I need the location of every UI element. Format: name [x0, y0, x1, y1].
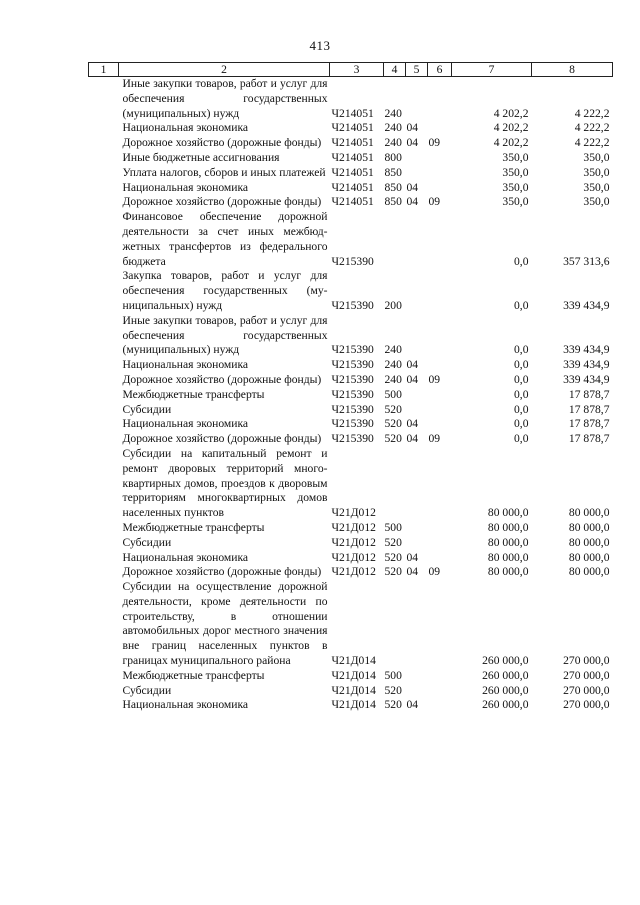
cell-name: Субсидии	[122, 402, 172, 416]
cell-subsection	[428, 521, 452, 536]
table-row	[89, 417, 613, 432]
cell-amount-year-1: 0,0	[514, 372, 529, 386]
cell-name: Иные бюджетные ассигнования	[122, 150, 280, 164]
cell-subsection	[428, 151, 452, 166]
cell-name: Субсидии	[122, 683, 172, 697]
cell-expense-type: 500	[384, 520, 402, 534]
cell-target-code: Ч21Д014	[331, 668, 376, 682]
table-row	[89, 166, 613, 181]
cell-blank	[89, 195, 119, 210]
cell-blank	[89, 151, 119, 166]
cell-section	[406, 536, 428, 551]
cell-blank	[89, 684, 119, 699]
cell-target-code: Ч214051	[331, 165, 374, 179]
column-header-4: 4	[384, 63, 406, 77]
cell-expense-type: 520	[384, 550, 402, 564]
cell-subsection: 09	[428, 195, 441, 209]
cell-section	[406, 77, 428, 122]
cell-expense-type	[384, 580, 406, 669]
cell-amount-year-2: 339 434,9	[563, 372, 610, 386]
cell-section: 04	[406, 121, 419, 135]
cell-amount-year-2: 270 000,0	[563, 654, 610, 668]
cell-target-code: Ч21Д014	[331, 698, 376, 712]
cell-section: 04	[406, 358, 419, 372]
cell-blank	[89, 551, 119, 566]
cell-subsection	[428, 121, 452, 136]
cell-blank	[89, 698, 119, 713]
cell-blank	[89, 403, 119, 418]
cell-amount-year-1: 80 000,0	[487, 520, 529, 534]
cell-name: Межбюджетные трансферты	[122, 520, 265, 534]
cell-amount-year-2: 80 000,0	[568, 565, 610, 579]
table-row	[89, 195, 613, 210]
cell-blank	[89, 373, 119, 388]
cell-amount-year-2: 270 000,0	[563, 683, 610, 697]
cell-target-code: Ч215390	[331, 387, 374, 401]
cell-target-code: Ч21Д012	[331, 506, 376, 520]
table-row	[89, 536, 613, 551]
cell-amount-year-1: 0,0	[514, 358, 529, 372]
cell-blank	[89, 358, 119, 373]
cell-name: Субсидии	[122, 535, 172, 549]
cell-name: Национальная экономика	[122, 121, 249, 135]
cell-expense-type: 520	[384, 683, 402, 697]
cell-expense-type: 240	[384, 372, 402, 386]
cell-name: Финансовое обеспечение дорожной деятельности за счет иных межбюджетных трансфертов из федерального бюджета	[122, 210, 328, 268]
cell-name: Дорожное хозяйство (дорожные фонды)	[122, 432, 322, 446]
cell-expense-type: 240	[384, 106, 402, 120]
cell-amount-year-1: 260 000,0	[482, 668, 529, 682]
cell-amount-year-1: 350,0	[502, 165, 529, 179]
cell-subsection	[428, 536, 452, 551]
cell-section: 04	[406, 136, 419, 150]
cell-amount-year-2: 80 000,0	[568, 535, 610, 549]
cell-expense-type: 520	[384, 565, 402, 579]
cell-subsection	[428, 417, 452, 432]
table-row	[89, 314, 613, 358]
cell-amount-year-2: 350,0	[583, 195, 610, 209]
budget-table	[88, 62, 613, 713]
cell-expense-type: 850	[384, 180, 402, 194]
cell-name: Закупка товаров, работ и услуг для обеспечения государственных (муниципальных) нужд	[122, 269, 328, 312]
cell-name: Национальная экономика	[122, 180, 249, 194]
cell-amount-year-1: 4 202,2	[493, 136, 529, 150]
cell-target-code: Ч21Д014	[331, 654, 376, 668]
cell-expense-type	[384, 210, 406, 269]
cell-target-code: Ч21Д012	[331, 535, 376, 549]
cell-amount-year-1: 80 000,0	[487, 550, 529, 564]
column-header-5: 5	[406, 63, 428, 77]
cell-amount-year-2: 339 434,9	[563, 343, 610, 357]
cell-amount-year-2: 17 878,7	[568, 387, 610, 401]
column-header-8: 8	[532, 63, 613, 77]
cell-amount-year-1: 260 000,0	[482, 698, 529, 712]
cell-target-code: Ч215390	[331, 372, 374, 386]
cell-subsection	[428, 269, 452, 313]
cell-blank	[89, 565, 119, 580]
table-row	[89, 565, 613, 580]
cell-name: Межбюджетные трансферты	[122, 387, 265, 401]
cell-name: Национальная экономика	[122, 417, 249, 431]
cell-blank	[89, 136, 119, 151]
cell-amount-year-1: 80 000,0	[487, 565, 529, 579]
cell-subsection	[428, 314, 452, 358]
cell-amount-year-2: 350,0	[583, 150, 610, 164]
cell-amount-year-1: 0,0	[514, 417, 529, 431]
cell-section	[406, 669, 428, 684]
table-row	[89, 698, 613, 713]
column-header-3: 3	[330, 63, 384, 77]
cell-name: Иные закупки товаров, работ и услуг для обеспечения государственных (муниципальных) нужд	[122, 77, 328, 120]
cell-section: 04	[406, 550, 419, 564]
cell-section: 04	[406, 698, 419, 712]
cell-amount-year-2: 4 222,2	[574, 136, 610, 150]
table-body	[89, 77, 613, 714]
cell-subsection	[428, 388, 452, 403]
cell-subsection	[428, 684, 452, 699]
cell-name: Субсидии на капитальный ремонт и ремонт дворовых территорий многоквартирных домов, проездов к дворовым территориям многоквартирных домов населенных пунктов	[122, 446, 328, 520]
table-row	[89, 181, 613, 196]
cell-section: 04	[406, 417, 419, 431]
cell-amount-year-2: 80 000,0	[568, 550, 610, 564]
cell-subsection	[428, 166, 452, 181]
cell-target-code: Ч21Д012	[331, 565, 376, 579]
cell-blank	[89, 521, 119, 536]
cell-expense-type: 200	[384, 298, 402, 312]
cell-blank	[89, 166, 119, 181]
cell-expense-type: 240	[384, 343, 402, 357]
cell-name: Дорожное хозяйство (дорожные фонды)	[122, 136, 322, 150]
cell-blank	[89, 388, 119, 403]
cell-target-code: Ч215390	[331, 343, 374, 357]
cell-section: 04	[406, 372, 419, 386]
cell-section	[406, 580, 428, 669]
cell-name: Субсидии на осуществление дорожной деятельности, кроме деятельности по строительству, в отношении автомобильных дорог местного значения вне границ населенных пунктов в границах муниципального района	[122, 580, 328, 668]
cell-name: Национальная экономика	[122, 550, 249, 564]
table-row	[89, 373, 613, 388]
cell-amount-year-1: 0,0	[514, 387, 529, 401]
cell-name: Дорожное хозяйство (дорожные фонды)	[122, 372, 322, 386]
cell-blank	[89, 580, 119, 669]
cell-section	[406, 269, 428, 313]
table-row	[89, 580, 613, 669]
column-header-1: 1	[89, 63, 119, 77]
cell-section	[406, 447, 428, 521]
cell-blank	[89, 447, 119, 521]
cell-amount-year-2: 17 878,7	[568, 402, 610, 416]
table-header	[89, 63, 613, 77]
cell-amount-year-2: 270 000,0	[563, 698, 610, 712]
cell-amount-year-1: 0,0	[514, 343, 529, 357]
cell-section	[406, 314, 428, 358]
cell-section	[406, 210, 428, 269]
cell-amount-year-2: 339 434,9	[563, 358, 610, 372]
cell-amount-year-1: 4 202,2	[493, 121, 529, 135]
cell-amount-year-2: 350,0	[583, 180, 610, 194]
cell-expense-type: 240	[384, 358, 402, 372]
cell-name: Межбюджетные трансферты	[122, 668, 265, 682]
table-row	[89, 447, 613, 521]
table-row	[89, 151, 613, 166]
cell-section	[406, 151, 428, 166]
table-row	[89, 77, 613, 122]
cell-section: 04	[406, 565, 419, 579]
cell-expense-type: 520	[384, 432, 402, 446]
cell-amount-year-1: 4 202,2	[493, 106, 529, 120]
column-header-7: 7	[452, 63, 532, 77]
cell-expense-type: 850	[384, 165, 402, 179]
cell-target-code: Ч215390	[331, 432, 374, 446]
cell-section	[406, 403, 428, 418]
table-row	[89, 551, 613, 566]
cell-amount-year-1: 350,0	[502, 150, 529, 164]
cell-expense-type: 500	[384, 387, 402, 401]
cell-target-code: Ч214051	[331, 136, 374, 150]
cell-target-code: Ч21Д014	[331, 683, 376, 697]
cell-subsection	[428, 403, 452, 418]
cell-amount-year-1: 350,0	[502, 180, 529, 194]
cell-section: 04	[406, 432, 419, 446]
cell-amount-year-1: 260 000,0	[482, 654, 529, 668]
cell-blank	[89, 269, 119, 313]
cell-target-code: Ч21Д012	[331, 520, 376, 534]
cell-amount-year-2: 80 000,0	[568, 506, 610, 520]
cell-amount-year-2: 4 222,2	[574, 106, 610, 120]
cell-subsection	[428, 669, 452, 684]
cell-amount-year-1: 0,0	[514, 402, 529, 416]
cell-subsection	[428, 698, 452, 713]
cell-blank	[89, 536, 119, 551]
cell-blank	[89, 314, 119, 358]
cell-target-code: Ч214051	[331, 121, 374, 135]
cell-name: Дорожное хозяйство (дорожные фонды)	[122, 565, 322, 579]
table-row	[89, 669, 613, 684]
cell-amount-year-2: 17 878,7	[568, 417, 610, 431]
table-row	[89, 388, 613, 403]
cell-amount-year-1: 80 000,0	[487, 506, 529, 520]
cell-blank	[89, 417, 119, 432]
cell-amount-year-2: 4 222,2	[574, 121, 610, 135]
cell-blank	[89, 432, 119, 447]
cell-subsection: 09	[428, 136, 441, 150]
cell-amount-year-2: 350,0	[583, 165, 610, 179]
table-row	[89, 358, 613, 373]
cell-name: Дорожное хозяйство (дорожные фонды)	[122, 195, 322, 209]
cell-blank	[89, 669, 119, 684]
cell-amount-year-2: 270 000,0	[563, 668, 610, 682]
column-header-2: 2	[119, 63, 330, 77]
table-row	[89, 210, 613, 269]
column-header-6: 6	[428, 63, 452, 77]
cell-expense-type: 520	[384, 417, 402, 431]
cell-expense-type	[384, 447, 406, 521]
cell-subsection	[428, 358, 452, 373]
header-row	[89, 63, 613, 77]
cell-subsection: 09	[428, 372, 441, 386]
cell-section: 04	[406, 180, 419, 194]
cell-name: Уплата налогов, сборов и иных платежей	[122, 165, 326, 179]
cell-section	[406, 684, 428, 699]
cell-amount-year-2: 339 434,9	[563, 298, 610, 312]
cell-name: Иные закупки товаров, работ и услуг для обеспечения государственных (муниципальных) нужд	[122, 313, 328, 357]
cell-expense-type: 520	[384, 698, 402, 712]
table-row	[89, 432, 613, 447]
cell-target-code: Ч21Д012	[331, 550, 376, 564]
cell-blank	[89, 210, 119, 269]
cell-target-code: Ч215390	[331, 298, 374, 312]
cell-expense-type: 520	[384, 535, 402, 549]
cell-section	[406, 166, 428, 181]
cell-blank	[89, 181, 119, 196]
table-row	[89, 136, 613, 151]
table-row	[89, 121, 613, 136]
cell-subsection	[428, 447, 452, 521]
table-row	[89, 684, 613, 699]
page-number: 413	[309, 38, 331, 53]
cell-name: Национальная экономика	[122, 698, 249, 712]
cell-amount-year-1: 350,0	[502, 195, 529, 209]
cell-amount-year-1: 0,0	[514, 432, 529, 446]
cell-amount-year-2: 80 000,0	[568, 520, 610, 534]
cell-amount-year-1: 260 000,0	[482, 683, 529, 697]
table-row	[89, 403, 613, 418]
cell-section: 04	[406, 195, 419, 209]
cell-expense-type: 500	[384, 668, 402, 682]
cell-subsection	[428, 210, 452, 269]
cell-target-code: Ч215390	[331, 358, 374, 372]
cell-amount-year-2: 17 878,7	[568, 432, 610, 446]
cell-blank	[89, 77, 119, 122]
cell-subsection: 09	[428, 432, 441, 446]
table-row	[89, 269, 613, 313]
cell-name: Национальная экономика	[122, 358, 249, 372]
table-row	[89, 521, 613, 536]
cell-target-code: Ч215390	[331, 402, 374, 416]
cell-target-code: Ч215390	[331, 417, 374, 431]
cell-target-code: Ч214051	[331, 106, 374, 120]
cell-blank	[89, 121, 119, 136]
cell-subsection	[428, 77, 452, 122]
cell-section	[406, 388, 428, 403]
cell-expense-type: 240	[384, 121, 402, 135]
cell-amount-year-1: 80 000,0	[487, 535, 529, 549]
cell-target-code: Ч215390	[331, 254, 374, 268]
cell-expense-type: 800	[384, 150, 402, 164]
cell-amount-year-2: 357 313,6	[563, 254, 610, 268]
cell-section	[406, 521, 428, 536]
cell-amount-year-1: 0,0	[514, 254, 529, 268]
cell-target-code: Ч214051	[331, 180, 374, 194]
cell-expense-type: 850	[384, 195, 402, 209]
cell-expense-type: 520	[384, 402, 402, 416]
cell-subsection	[428, 551, 452, 566]
cell-subsection	[428, 181, 452, 196]
cell-target-code: Ч214051	[331, 195, 374, 209]
cell-subsection: 09	[428, 565, 441, 579]
cell-subsection	[428, 580, 452, 669]
cell-expense-type: 240	[384, 136, 402, 150]
cell-amount-year-1: 0,0	[514, 298, 529, 312]
cell-target-code: Ч214051	[331, 150, 374, 164]
